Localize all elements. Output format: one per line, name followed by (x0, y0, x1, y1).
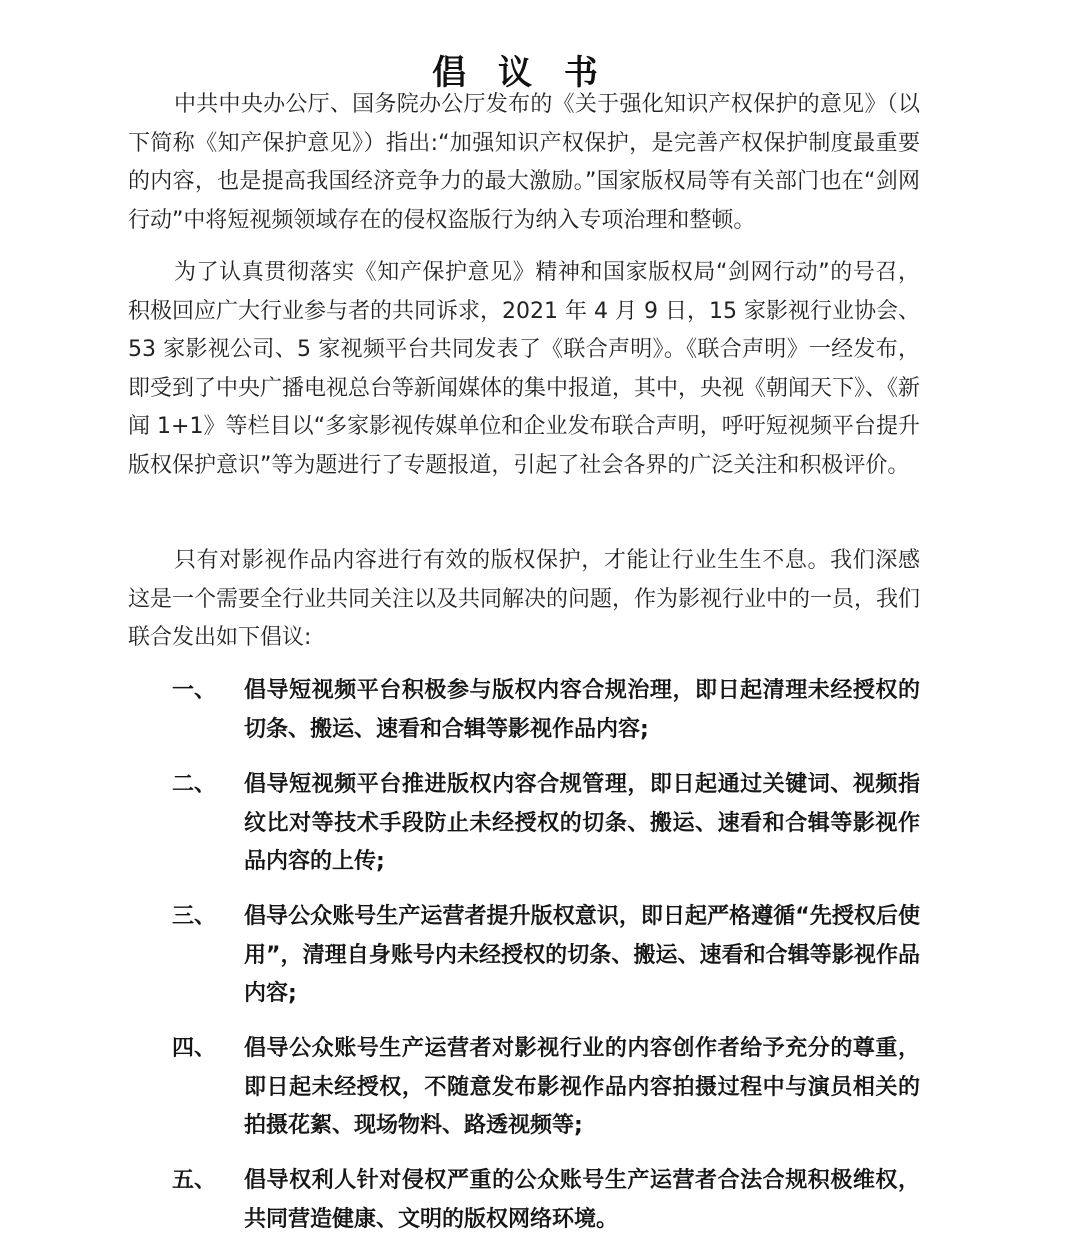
proposal-number: 五、 (172, 1168, 217, 1193)
proposal-number: 一、 (172, 678, 217, 703)
paragraph-intro: 中共中央办公厅、国务院办公厅发布的《关于强化知识产权保护的意见》（以下简称《知产保护意见》）指出:“加强知识产权保护，是完善产权保护制度最重要的内容，也是提高我国经济竞争力的最大激励。”国家版权局等有关部门也在“剑网行动”中将短视频领域存在的侵权盗版行为纳入专项治理和整顿。 (128, 92, 920, 233)
proposal-text: 倡导短视频平台推进版权内容合规管理，即日起通过关键词、视频指纹比对等技术手段防止未经授权的切条、搬运、速看和合辑等影视作品内容的上传; (244, 772, 920, 874)
paragraph-call: 只有对影视作品内容进行有效的版权保护，才能让行业生生不息。我们深感这是一个需要全行业共同关注以及共同解决的问题，作为影视行业中的一员，我们联合发出如下倡议: (128, 548, 921, 650)
proposal-text: 倡导公众账号生产运营者对影视行业的内容创作者给予充分的尊重，即日起未经授权，不随意发布影视作品内容拍摄过程中与演员相关的拍摄花絮、现场物料、路透视频等; (244, 1036, 920, 1138)
proposal-number: 四、 (172, 1036, 217, 1061)
paragraph-background: 为了认真贯彻落实《知产保护意见》精神和国家版权局“剑网行动”的号召，积极回应广大行业参与者的共同诉求，2021 年 4 月 9 日，15 家影视行业协会、53 家影视公司、5 家视频平台共同发表了《联合声明》。《联合声明》一经发布，即受到了中央广播电视总台等新闻媒体的集中报道，其中，央视《朝闻天下》、《新闻 1+1》等栏目以“多家影视传媒单位和企业发布联合声明，呼吁短视频平台提升版权保护意识”等为题进行了专题报道，引起了社会各界的广泛关注和积极评价。 (128, 260, 921, 478)
proposal-text: 倡导公众账号生产运营者提升版权意识，即日起严格遵循“先授权后使用”，清理自身账号内未经授权的切条、搬运、速看和合辑等影视作品内容; (244, 904, 920, 1006)
document-title: 倡 议 书 (432, 52, 608, 93)
proposal-number: 二、 (172, 772, 217, 797)
proposal-number: 三、 (172, 904, 217, 929)
proposal-text: 倡导短视频平台积极参与版权内容合规治理，即日起清理未经授权的切条、搬运、速看和合辑等影视作品内容; (244, 678, 920, 742)
proposal-text: 倡导权利人针对侵权严重的公众账号生产运营者合法合规积极维权，共同营造健康、文明的版权网络环境。 (244, 1168, 920, 1232)
